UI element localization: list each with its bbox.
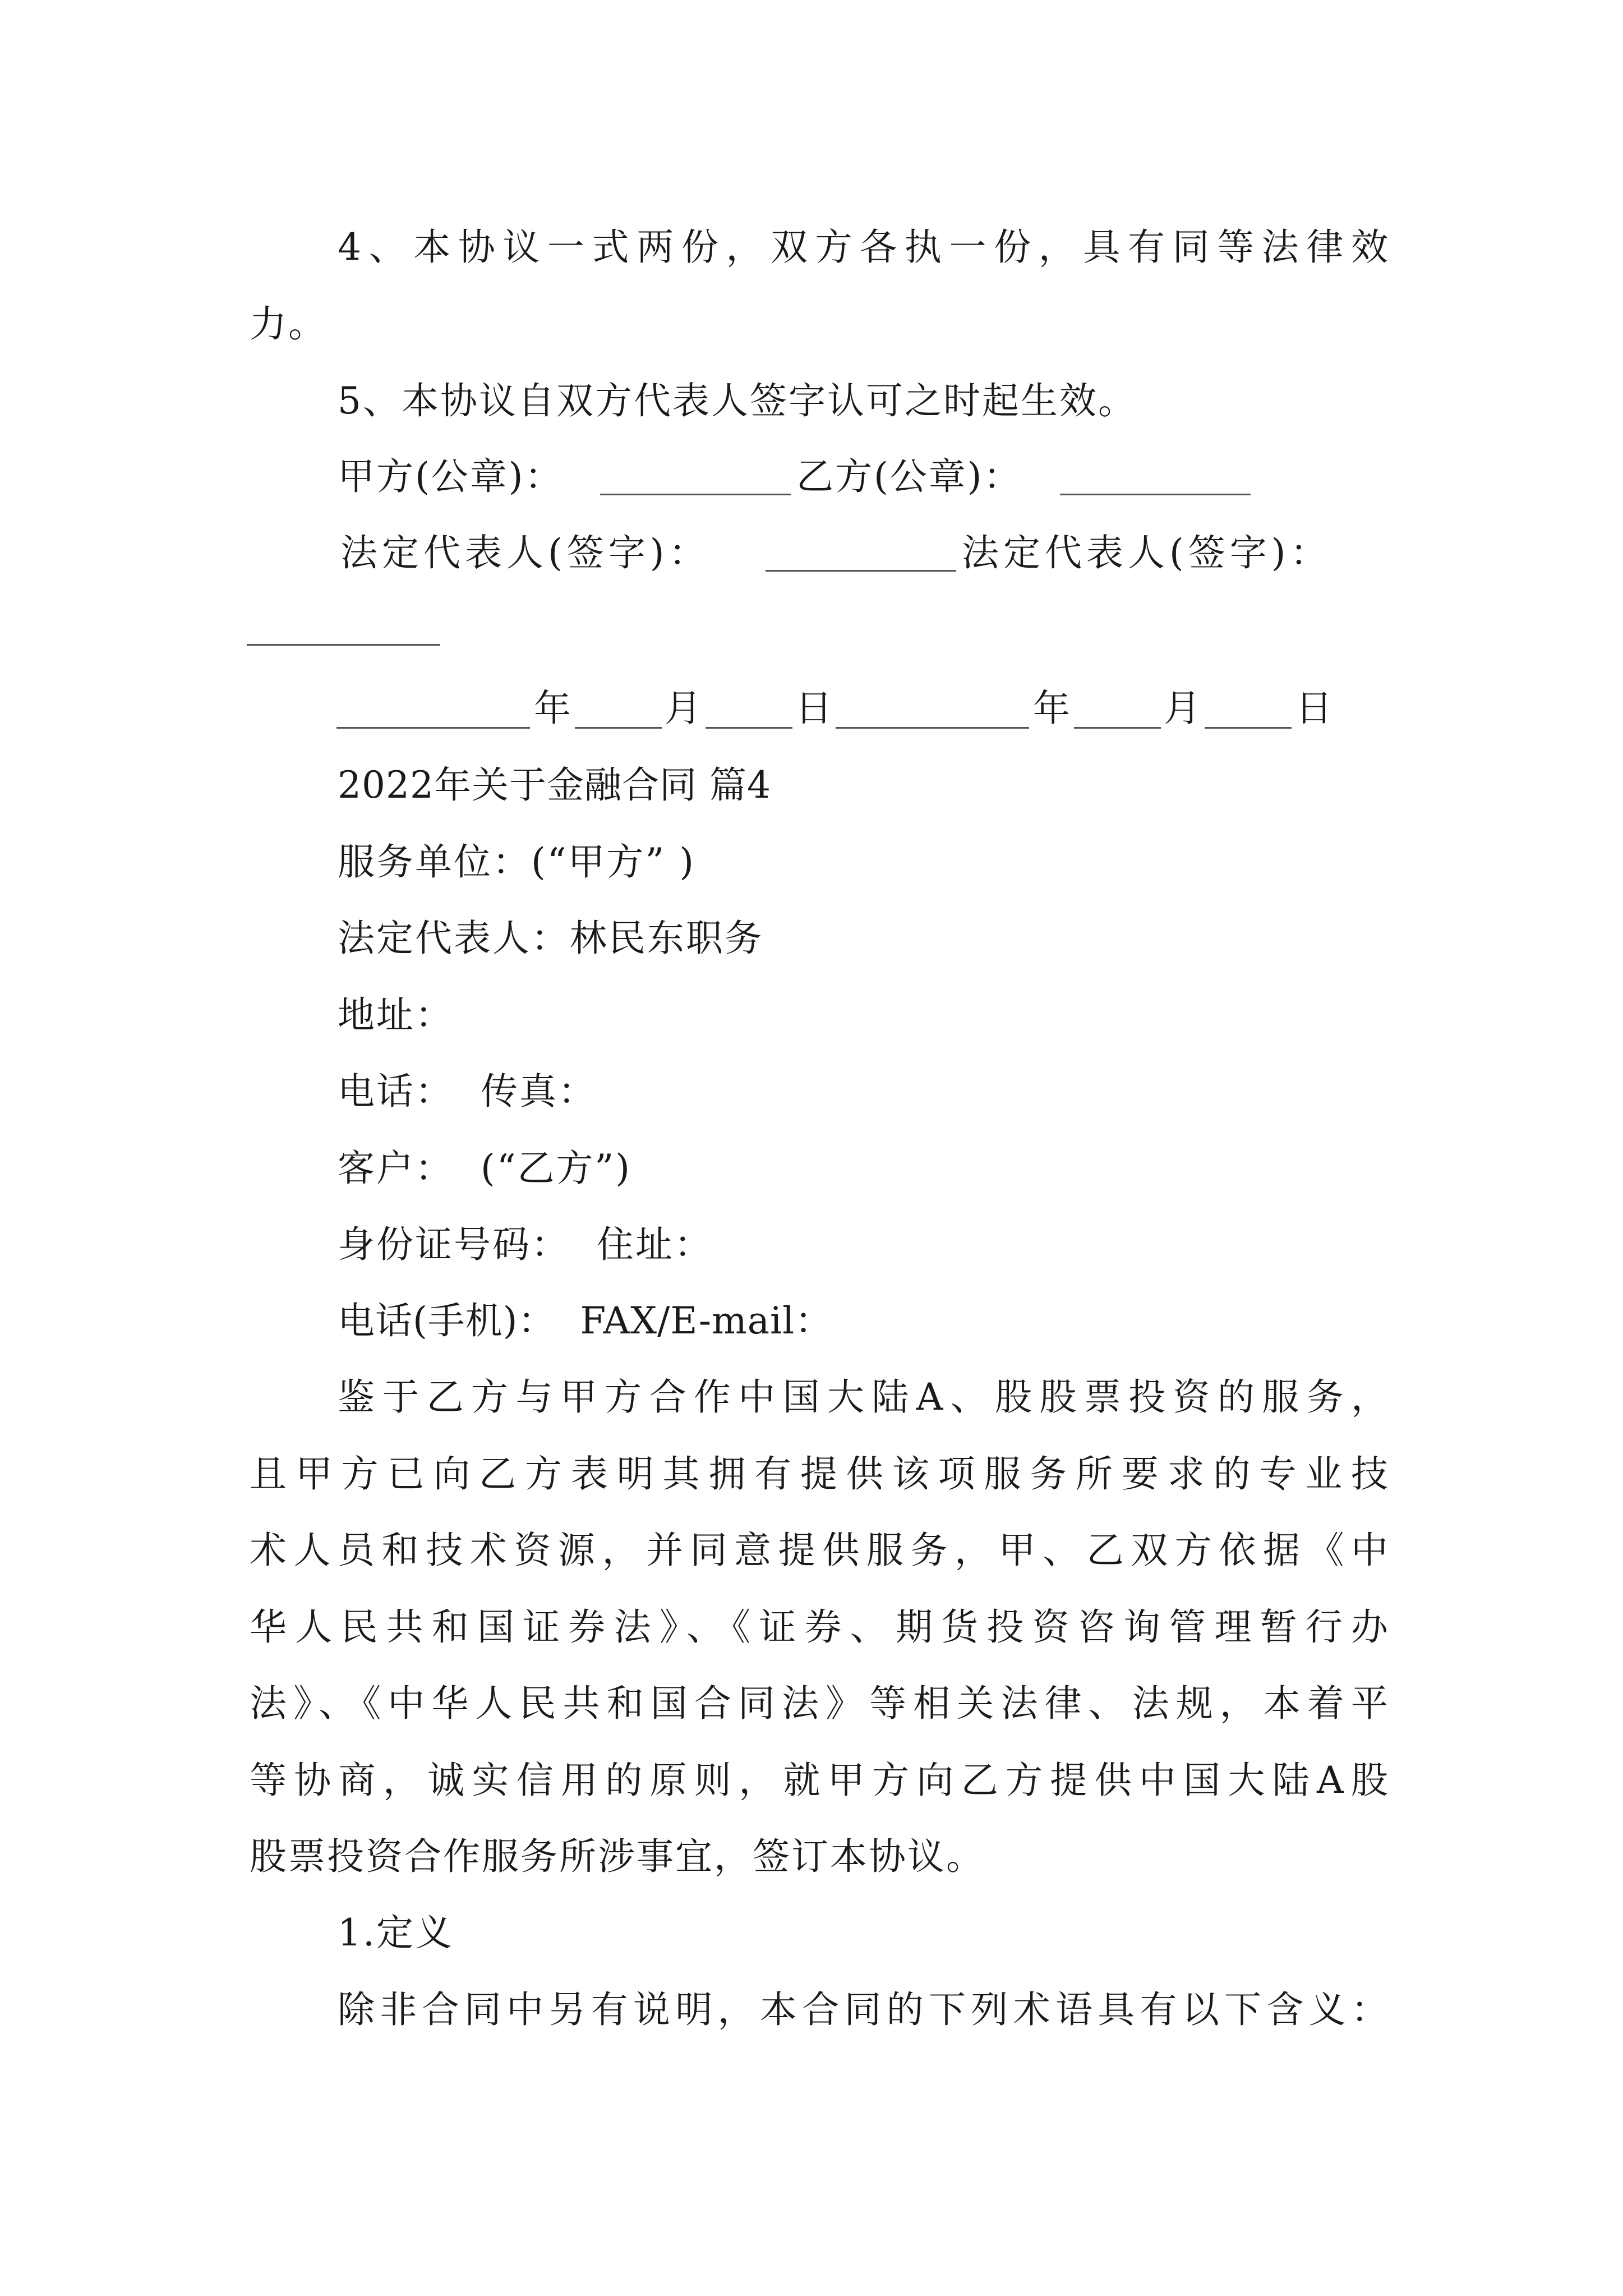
- preamble-line: 鉴于乙方与甲方合作中国大陆A、股股票投资的服务，: [338, 1375, 1388, 1419]
- date-b-month-blank: [1074, 727, 1161, 729]
- legal-rep-sign-b-blank: [247, 644, 440, 646]
- party-b-seal-label: 乙方(公章)：: [796, 455, 1022, 498]
- preamble-line: 等协商，诚实信用的原则，就甲方向乙方提供中国大陆A股: [250, 1759, 1388, 1802]
- date-a-month-blank: [575, 727, 662, 729]
- preamble-line: 且甲方已向乙方表明其拥有提供该项服务所要求的专业技: [250, 1452, 1388, 1496]
- date-b-day-label: 日: [1295, 687, 1334, 730]
- legal-rep-sign-a-blank: [766, 570, 956, 572]
- preamble-line: 股票投资合作服务所涉事宜，签订本协议。: [250, 1835, 985, 1878]
- date-a-day-label: 日: [795, 687, 834, 730]
- clause-4-line-1: 4、本协议一式两份，双方各执一份，具有同等法律效: [338, 226, 1388, 269]
- service-unit: 服务单位：(“甲方” ): [338, 840, 695, 884]
- date-a-year-label: 年: [534, 687, 573, 730]
- legal-representative: 法定代表人：林民东职务: [338, 917, 763, 960]
- clause-5: 5、本协议自双方代表人签字认可之时起生效。: [338, 379, 1137, 422]
- customer: 客户： (“乙方”): [338, 1147, 631, 1190]
- preamble-line: 法》、《中华人民共和国合同法》等相关法律、法规，本着平: [250, 1682, 1388, 1725]
- date-b-year-blank: [836, 727, 1029, 729]
- party-a-seal-label: 甲方(公章)：: [338, 455, 564, 498]
- date-a-month-label: 月: [665, 687, 703, 730]
- section-title: 2022年关于金融合同 篇4: [338, 763, 771, 807]
- address: 地址：: [338, 993, 454, 1037]
- legal-rep-sign-b-label: 法定代表人(签字)：: [962, 531, 1332, 574]
- definition-intro: 除非合同中另有说明，本合同的下列术语具有以下含义：: [338, 1988, 1388, 2031]
- date-a-year-blank: [336, 727, 530, 729]
- mobile-email: 电话(手机)： FAX/E-mail：: [338, 1299, 833, 1342]
- date-b-day-blank: [1205, 727, 1292, 729]
- legal-rep-sign-a-label: 法定代表人(签字)：: [340, 531, 711, 574]
- id-number-address: 身份证号码： 住址：: [338, 1223, 713, 1266]
- preamble-line: 华人民共和国证券法》、《证券、期货投资咨询管理暂行办: [250, 1605, 1388, 1649]
- clause-4-line-2: 力。: [250, 302, 327, 346]
- preamble-line: 术人员和技术资源，并同意提供服务，甲、乙双方依据《中: [250, 1529, 1388, 1572]
- date-b-year-label: 年: [1033, 687, 1072, 730]
- date-b-month-label: 月: [1164, 687, 1202, 730]
- date-a-day-blank: [706, 727, 792, 729]
- definition-heading: 1.定义: [338, 1911, 454, 1954]
- party-a-seal-blank: [600, 494, 791, 495]
- phone-fax: 电话： 传真：: [338, 1070, 597, 1113]
- party-b-seal-blank: [1060, 494, 1251, 495]
